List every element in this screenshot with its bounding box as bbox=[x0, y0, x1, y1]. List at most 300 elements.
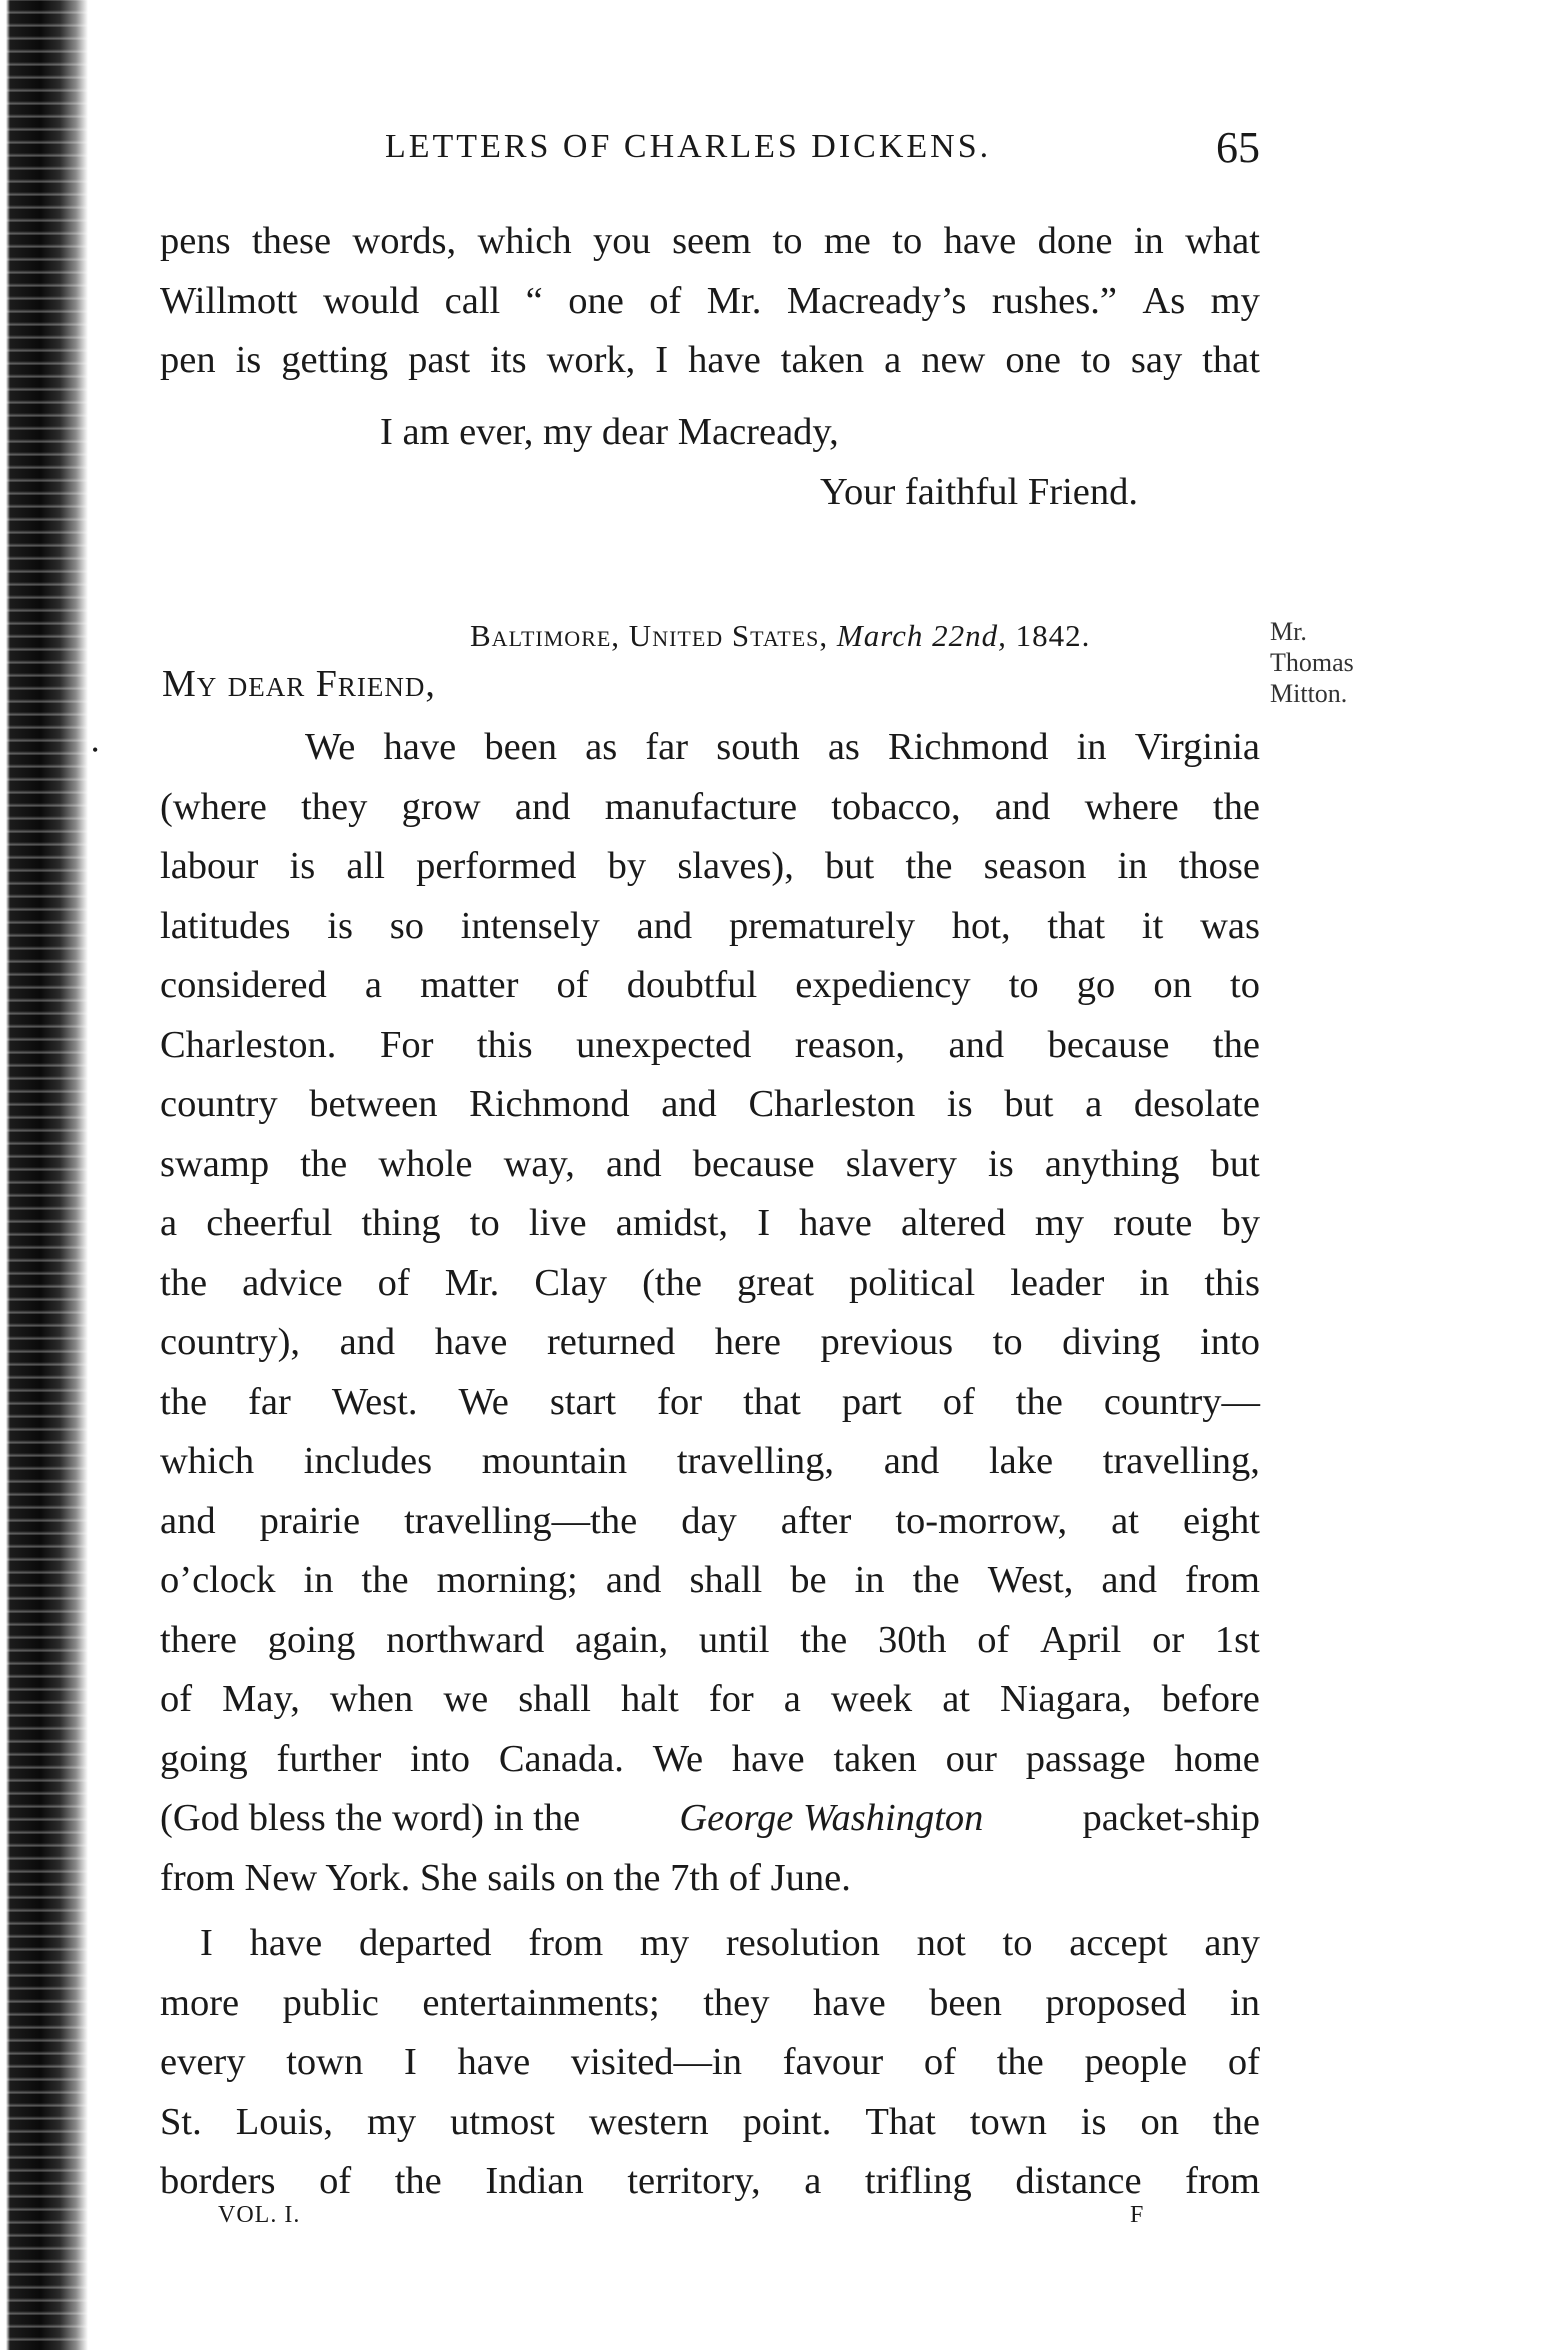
ship-name: George Washington bbox=[679, 1797, 984, 1839]
word: great bbox=[737, 1261, 814, 1304]
word: have bbox=[249, 1922, 323, 1964]
text-line bbox=[160, 2152, 1260, 2212]
word: until bbox=[698, 1618, 770, 1661]
word: that bbox=[1202, 339, 1260, 381]
word: live bbox=[528, 1202, 587, 1244]
word: the bbox=[1015, 1380, 1063, 1423]
word: of bbox=[942, 1380, 975, 1423]
letter-dateline bbox=[470, 618, 1090, 654]
word: as bbox=[827, 726, 860, 768]
signature-letter: F bbox=[1130, 2202, 1144, 2228]
word: after bbox=[780, 1499, 852, 1542]
top-paragraph bbox=[160, 212, 1260, 391]
word: we bbox=[443, 1678, 489, 1720]
word: there bbox=[160, 1618, 237, 1661]
word: work, bbox=[546, 339, 636, 381]
word: my bbox=[366, 2100, 417, 2143]
word: (the bbox=[642, 1261, 702, 1304]
word: utmost bbox=[450, 2100, 555, 2143]
word: in bbox=[303, 1559, 334, 1601]
recipient-line: Mitton. bbox=[1270, 679, 1348, 708]
word: proposed bbox=[1045, 1981, 1187, 2024]
word: point. bbox=[742, 2100, 832, 2143]
word: or bbox=[1152, 1618, 1185, 1661]
word: the bbox=[361, 1559, 409, 1601]
word: on bbox=[1140, 2100, 1179, 2143]
word: leader bbox=[1010, 1261, 1105, 1304]
word: cheerful bbox=[206, 1202, 333, 1244]
word: the bbox=[1212, 785, 1260, 828]
word: to bbox=[892, 220, 923, 262]
word: entertainments; bbox=[422, 1981, 660, 2024]
word: before bbox=[1161, 1678, 1260, 1720]
word: country— bbox=[1103, 1380, 1260, 1423]
word: diving bbox=[1062, 1321, 1161, 1363]
word: words, bbox=[352, 220, 457, 262]
word: way, bbox=[503, 1142, 575, 1185]
word: because bbox=[1047, 1023, 1170, 1066]
word: the bbox=[1212, 2100, 1260, 2143]
word: of bbox=[649, 279, 682, 322]
word: taken bbox=[833, 1737, 917, 1780]
running-head: LETTERS OF CHARLES DICKENS. bbox=[385, 128, 992, 165]
word: grow bbox=[401, 785, 481, 828]
text-line bbox=[160, 1611, 1260, 1671]
word: prairie bbox=[259, 1499, 361, 1542]
word: of bbox=[556, 964, 589, 1006]
word: getting bbox=[281, 339, 389, 381]
word: this bbox=[476, 1023, 533, 1066]
word: call bbox=[444, 279, 501, 322]
word: and bbox=[605, 1559, 662, 1601]
word: of bbox=[319, 2160, 352, 2202]
word: our bbox=[945, 1737, 997, 1780]
word: visited—in bbox=[570, 2041, 742, 2083]
word: is bbox=[289, 845, 316, 887]
word: far bbox=[645, 726, 689, 768]
word: those bbox=[1178, 845, 1260, 887]
dateline-year: 1842. bbox=[1015, 618, 1091, 653]
text-line bbox=[160, 1789, 1260, 1849]
word: going bbox=[160, 1737, 248, 1780]
word: of bbox=[1227, 2041, 1260, 2083]
word: south bbox=[716, 726, 800, 768]
text-span: packet-ship bbox=[1082, 1797, 1260, 1839]
word: people bbox=[1084, 2041, 1188, 2083]
word: going bbox=[267, 1618, 356, 1661]
closing-signature: Your faithful Friend. bbox=[820, 471, 1138, 513]
word: western bbox=[588, 2100, 709, 2143]
text-span: from New York. She sails on the 7th of June. bbox=[160, 1856, 851, 1899]
word: tobacco, bbox=[831, 785, 961, 828]
word: further bbox=[276, 1737, 382, 1780]
word: and bbox=[883, 1440, 940, 1482]
word: to bbox=[772, 220, 803, 262]
word: on bbox=[1153, 964, 1192, 1006]
text-line bbox=[160, 212, 1260, 272]
text-line bbox=[160, 1194, 1260, 1254]
text-line bbox=[160, 1016, 1260, 1076]
word: season bbox=[983, 845, 1087, 887]
word: my bbox=[1034, 1202, 1085, 1244]
word: me bbox=[823, 220, 871, 262]
word: is bbox=[946, 1083, 973, 1125]
word: distance bbox=[1015, 2160, 1142, 2202]
word: in bbox=[854, 1559, 885, 1601]
word: in bbox=[1230, 1981, 1260, 2024]
word: the bbox=[996, 2041, 1044, 2083]
word: Willmott bbox=[160, 279, 298, 322]
word: We bbox=[458, 1380, 509, 1423]
word: have bbox=[799, 1202, 872, 1244]
word: which bbox=[477, 220, 572, 262]
word: and bbox=[1101, 1559, 1157, 1601]
word: latitudes bbox=[160, 904, 291, 947]
word: Mr. bbox=[706, 279, 762, 322]
word: Richmond bbox=[469, 1083, 630, 1125]
word: slaves), bbox=[677, 845, 794, 887]
word: far bbox=[248, 1380, 291, 1423]
recipient-line: Mr. bbox=[1270, 617, 1307, 646]
word: into bbox=[410, 1737, 471, 1780]
word: to bbox=[1080, 339, 1111, 381]
word: advice bbox=[242, 1261, 343, 1304]
word: as bbox=[585, 726, 618, 768]
text-line bbox=[160, 272, 1260, 332]
word: I bbox=[200, 1922, 213, 1964]
word: new bbox=[921, 339, 986, 381]
text-line bbox=[160, 1313, 1260, 1373]
word: to bbox=[1008, 964, 1039, 1006]
word: is bbox=[988, 1142, 1014, 1185]
word: and bbox=[514, 785, 571, 828]
word: this bbox=[1204, 1261, 1260, 1304]
word: from bbox=[528, 1922, 604, 1964]
word: they bbox=[301, 785, 368, 828]
word: April bbox=[1040, 1618, 1122, 1661]
word: eight bbox=[1182, 1499, 1260, 1542]
signature-volume: VOL. I. bbox=[218, 2202, 301, 2228]
word: I bbox=[655, 339, 669, 381]
word: Canada. bbox=[498, 1737, 624, 1780]
word: here bbox=[714, 1321, 781, 1363]
word: prematurely bbox=[728, 904, 915, 947]
word: every bbox=[160, 2041, 246, 2083]
word: returned bbox=[546, 1321, 676, 1363]
word: northward bbox=[386, 1618, 545, 1661]
word: and bbox=[661, 1083, 717, 1125]
closing-line: I am ever, my dear Macready, bbox=[380, 411, 839, 453]
word: a bbox=[783, 1678, 801, 1720]
word: have bbox=[688, 339, 761, 381]
word: seem bbox=[672, 220, 752, 262]
word: to bbox=[992, 1321, 1023, 1363]
word: performed bbox=[416, 845, 577, 887]
word: intensely bbox=[460, 904, 600, 947]
word: Virginia bbox=[1134, 726, 1260, 768]
word: of bbox=[377, 1261, 410, 1304]
word: which bbox=[160, 1440, 255, 1482]
word: town bbox=[969, 2100, 1047, 2143]
text-line bbox=[160, 2033, 1260, 2093]
word: not bbox=[916, 1922, 966, 1964]
second-line-0 bbox=[200, 1914, 1260, 1974]
text-line bbox=[160, 837, 1260, 897]
word: unexpected bbox=[576, 1023, 752, 1066]
word: As bbox=[1142, 279, 1186, 322]
word: Mr. bbox=[444, 1261, 500, 1304]
text-line bbox=[160, 1135, 1260, 1195]
word: but bbox=[1004, 1083, 1054, 1125]
book-binding-edge bbox=[0, 0, 88, 2350]
text-span: (God bless the word) in the bbox=[160, 1797, 581, 1839]
word: labour bbox=[160, 845, 259, 887]
body-line-0 bbox=[305, 718, 1260, 778]
word: and bbox=[994, 785, 1051, 828]
word: (where bbox=[160, 785, 267, 828]
word: have bbox=[731, 1737, 805, 1780]
text-line bbox=[160, 718, 1260, 778]
word: into bbox=[1200, 1321, 1260, 1363]
text-line bbox=[160, 778, 1260, 838]
word: hot, bbox=[951, 904, 1011, 947]
word: it bbox=[1141, 904, 1164, 947]
word: because bbox=[692, 1142, 815, 1185]
word: May, bbox=[222, 1678, 300, 1720]
word: any bbox=[1204, 1922, 1260, 1964]
word: includes bbox=[303, 1440, 433, 1482]
word: been bbox=[929, 1981, 1002, 2024]
word: That bbox=[865, 2100, 936, 2143]
word: For bbox=[379, 1023, 434, 1066]
word: from bbox=[1185, 2160, 1260, 2202]
word: public bbox=[282, 1981, 379, 2024]
word: to bbox=[469, 1202, 500, 1244]
second-paragraph bbox=[160, 1914, 1260, 2212]
word: political bbox=[849, 1261, 976, 1304]
word: my bbox=[1210, 279, 1260, 322]
word: We bbox=[305, 726, 356, 768]
dateline-place: Baltimore, United States, bbox=[470, 618, 829, 653]
text-line bbox=[160, 1551, 1260, 1611]
word: between bbox=[309, 1083, 438, 1125]
word: the bbox=[160, 1261, 208, 1304]
word: borders bbox=[160, 2160, 276, 2202]
word: been bbox=[484, 726, 557, 768]
word: We bbox=[652, 1737, 704, 1780]
text-line bbox=[160, 1254, 1260, 1314]
word: and bbox=[160, 1499, 216, 1542]
word: halt bbox=[621, 1678, 679, 1720]
word: pen bbox=[160, 339, 216, 381]
word: whole bbox=[378, 1142, 473, 1185]
text-line bbox=[160, 956, 1260, 1016]
word: swamp bbox=[160, 1142, 270, 1185]
word: West, bbox=[987, 1559, 1074, 1601]
word: anything bbox=[1044, 1142, 1180, 1185]
word: is bbox=[1080, 2100, 1107, 2143]
word: the bbox=[905, 845, 953, 887]
word: be bbox=[790, 1559, 827, 1601]
word: to-morrow, bbox=[895, 1499, 1068, 1542]
word: rushes.” bbox=[991, 279, 1117, 322]
word: doubtful bbox=[626, 964, 758, 1006]
word: start bbox=[549, 1380, 617, 1423]
word: Indian bbox=[485, 2160, 584, 2202]
word: the bbox=[1212, 1023, 1260, 1066]
word: Richmond bbox=[888, 726, 1049, 768]
word: one bbox=[568, 279, 624, 322]
word: Charleston bbox=[748, 1083, 916, 1125]
word: expediency bbox=[795, 964, 971, 1006]
word: the bbox=[160, 1380, 208, 1423]
word: I bbox=[403, 2041, 417, 2083]
word: but bbox=[1210, 1142, 1260, 1185]
word: favour bbox=[782, 2041, 884, 2083]
word: the bbox=[912, 1559, 960, 1601]
word: all bbox=[346, 845, 385, 887]
word: and bbox=[339, 1321, 396, 1363]
word: altered bbox=[900, 1202, 1006, 1244]
margin-dot: • bbox=[92, 740, 99, 760]
word: o’clock bbox=[160, 1559, 276, 1601]
recipient-line: Thomas bbox=[1270, 648, 1354, 677]
word: Charleston. bbox=[160, 1023, 337, 1066]
word: week bbox=[830, 1678, 913, 1720]
word: from bbox=[1185, 1559, 1260, 1601]
letter-body bbox=[160, 718, 1260, 1908]
text-line bbox=[160, 897, 1260, 957]
word: in bbox=[1117, 845, 1148, 887]
word: that bbox=[743, 1380, 801, 1423]
word: shall bbox=[689, 1559, 763, 1601]
text-line bbox=[160, 1432, 1260, 1492]
word: town bbox=[286, 2041, 364, 2083]
word: West. bbox=[331, 1380, 418, 1423]
word: and bbox=[636, 904, 693, 947]
word: 1st bbox=[1214, 1618, 1260, 1661]
text-line bbox=[160, 1730, 1260, 1790]
word: that bbox=[1047, 904, 1106, 947]
word: amidst, bbox=[615, 1202, 729, 1244]
word: reason, bbox=[794, 1023, 905, 1066]
word: done bbox=[1037, 220, 1113, 262]
word: say bbox=[1130, 339, 1183, 381]
text-line bbox=[160, 1492, 1260, 1552]
text-line bbox=[160, 1914, 1260, 1974]
word: the bbox=[800, 1618, 848, 1661]
word: resolution bbox=[725, 1922, 880, 1964]
word: in bbox=[1133, 220, 1164, 262]
word: day bbox=[681, 1499, 737, 1542]
word: by bbox=[1221, 1202, 1260, 1244]
word: 30th bbox=[878, 1618, 947, 1661]
word: a bbox=[804, 2160, 822, 2202]
word: for bbox=[708, 1678, 754, 1720]
word: route bbox=[1113, 1202, 1193, 1244]
word: country bbox=[160, 1083, 278, 1125]
word: more bbox=[160, 1981, 240, 2024]
word: at bbox=[942, 1678, 970, 1720]
word: have bbox=[383, 726, 457, 768]
word: in bbox=[1139, 1261, 1170, 1304]
word: lake bbox=[988, 1440, 1054, 1482]
word: of bbox=[160, 1678, 193, 1720]
word: for bbox=[657, 1380, 703, 1423]
word: slavery bbox=[845, 1142, 957, 1185]
word: and bbox=[948, 1023, 1005, 1066]
word: pens bbox=[160, 220, 231, 262]
word: previous bbox=[820, 1321, 954, 1363]
word: what bbox=[1185, 220, 1260, 262]
word: and bbox=[606, 1142, 662, 1185]
word: thing bbox=[361, 1202, 441, 1244]
word: Niagara, bbox=[1000, 1678, 1132, 1720]
word: considered bbox=[160, 964, 327, 1006]
word: travelling, bbox=[676, 1440, 835, 1482]
word: the bbox=[300, 1142, 348, 1185]
word: have bbox=[812, 1981, 886, 2024]
word: my bbox=[639, 1922, 690, 1964]
text-line bbox=[160, 1373, 1260, 1433]
page-number: 65 bbox=[1216, 123, 1260, 172]
word: was bbox=[1200, 904, 1260, 947]
recipient-margin-note bbox=[1270, 616, 1354, 709]
word: to bbox=[1230, 964, 1260, 1006]
word: have bbox=[943, 220, 1017, 262]
text-line bbox=[160, 1974, 1260, 2034]
word: a bbox=[1085, 1083, 1103, 1125]
word: they bbox=[703, 1981, 770, 2024]
word: accept bbox=[1069, 1922, 1168, 1964]
word: “ bbox=[525, 279, 543, 322]
word: morning; bbox=[436, 1559, 578, 1601]
word: I bbox=[757, 1202, 771, 1244]
text-line bbox=[160, 1670, 1260, 1730]
word: you bbox=[592, 220, 651, 262]
word: St. bbox=[160, 2100, 202, 2143]
word: where bbox=[1084, 785, 1179, 828]
word: when bbox=[329, 1678, 414, 1720]
word: departed bbox=[359, 1922, 492, 1964]
word: manufacture bbox=[604, 785, 798, 828]
word: shall bbox=[518, 1678, 591, 1720]
word: by bbox=[607, 845, 647, 887]
word: of bbox=[923, 2041, 956, 2083]
word: to bbox=[1002, 1922, 1033, 1964]
text-line bbox=[160, 2093, 1260, 2153]
page-header bbox=[160, 122, 1260, 182]
word: the bbox=[394, 2160, 442, 2202]
word: so bbox=[389, 904, 424, 947]
text-line bbox=[160, 331, 1260, 391]
word: of bbox=[977, 1618, 1010, 1661]
text-line bbox=[160, 1075, 1260, 1135]
text-line bbox=[160, 1849, 1260, 1909]
word: Macready’s bbox=[786, 279, 967, 322]
word: passage bbox=[1025, 1737, 1146, 1780]
word: a bbox=[160, 1202, 178, 1244]
word: is bbox=[327, 904, 353, 947]
word: country), bbox=[160, 1321, 301, 1363]
word: part bbox=[841, 1380, 902, 1423]
word: matter bbox=[420, 964, 519, 1006]
word: a bbox=[884, 339, 902, 381]
word: would bbox=[322, 279, 420, 322]
word: Louis, bbox=[235, 2100, 334, 2143]
word: is bbox=[235, 339, 262, 381]
word: travelling, bbox=[1102, 1440, 1260, 1482]
